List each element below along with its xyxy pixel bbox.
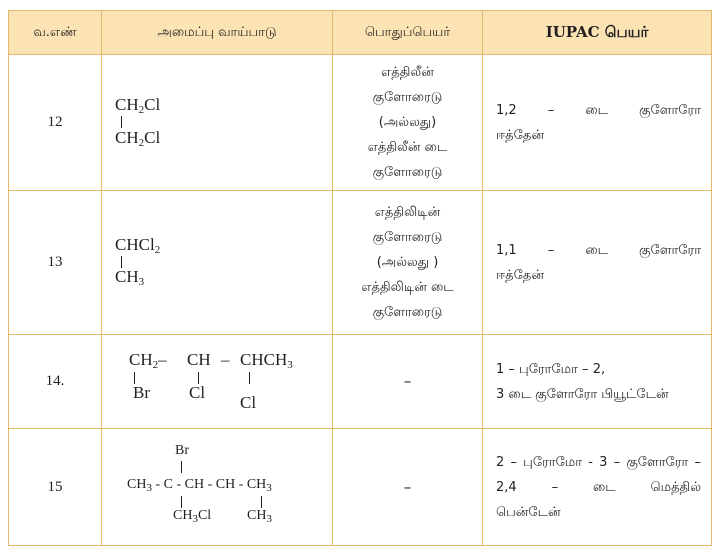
common-name: – bbox=[403, 372, 412, 390]
iupac-name: 1 – புரோமோ – 2, 3 டை குளோரோ பியூட்டேன் bbox=[496, 361, 669, 402]
column-divider bbox=[101, 11, 102, 545]
bond-line bbox=[121, 116, 122, 128]
row-number: 14. bbox=[45, 373, 65, 389]
row-number: 15 bbox=[47, 478, 63, 495]
common-name: எத்திலிடின் குளோரைடு (அல்லது ) எத்திலிடின் டை குளோரைடு bbox=[361, 205, 454, 320]
header-iupac-name: IUPAC பெயர் bbox=[545, 22, 649, 41]
header-structural-formula: அமைப்பு வாய்பாடு bbox=[157, 24, 277, 40]
bond-line bbox=[261, 496, 262, 508]
bond-line bbox=[181, 496, 182, 508]
header-serial-number: வ.எண் bbox=[33, 24, 77, 40]
iupac-name: 2 – புரோமோ - 3 – குளோரோ – 2,4 – டை மெத்தில் பென்டேன் bbox=[496, 454, 701, 520]
bond-line bbox=[181, 461, 182, 473]
compound-table: வ.எண் அமைப்பு வாய்பாடு பொதுப்பெயர் IUPAC பெயர் 12 $CH_2Cl$ $CH_2Cl$ எத்திலீன் குளோரைடு (அல்லது) எத்திலீன் டை குளோரைடு 1,2 – டை குளோரோ ஈத்தேன் 13 CHCl$_2$ $CH_3$ எத்திலிடின் குளோரைடு (அல்லது ) எத்திலிடின் டை குளோரைடு 1,1 – டை குளோரோ ஈத்தேன் 14. $CH_2-$ CH – $CHCH_3$ Br Cl Cl – 1 – புரோமோ – 2, 3 டை குளோரோ பியூட்டேன் 15 Br $CH_3$ - C - CH - CH - $CH_3$ $CH_3Cl$ $CH_3$ – 2 – புரோமோ - 3 – குளோரோ – 2,4 – டை மெத்தில் பென்டேன் bbox=[8, 10, 712, 546]
iupac-name: 1,2 – டை குளோரோ ஈத்தேன் bbox=[496, 102, 701, 143]
row-number: 12 bbox=[47, 114, 63, 130]
iupac-name: 1,1 – டை குளோரோ ஈத்தேன் bbox=[496, 242, 701, 283]
common-name: எத்திலீன் குளோரைடு (அல்லது) எத்திலீன் டை குளோரைடு bbox=[367, 65, 448, 180]
common-name: – bbox=[403, 477, 412, 496]
row-number: 13 bbox=[47, 254, 63, 270]
bond-line bbox=[249, 372, 250, 384]
header-common-name: பொதுப்பெயர் bbox=[364, 24, 451, 40]
